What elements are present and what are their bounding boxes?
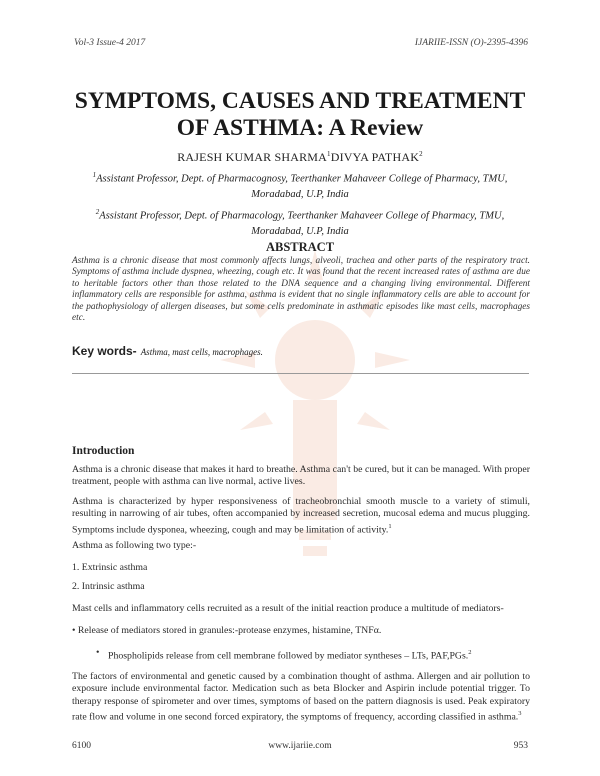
citation-1: 1 — [388, 522, 392, 530]
paper-title — [40, 88, 560, 142]
abstract-heading: ABSTRACT — [265, 240, 335, 254]
footer-page-number: 953 — [513, 741, 528, 751]
affiliation-2 — [60, 205, 540, 239]
intro-paragraph-9 — [72, 671, 530, 723]
author-2-sup: 2 — [419, 150, 423, 158]
section-divider — [72, 373, 529, 374]
asthma-type-1: 1. Extrinsic asthma — [72, 562, 148, 573]
affiliation-1 — [60, 168, 540, 202]
mediator-bullet-2-text: Phospholipids release from cell membrane followed by mediator syntheses – LTs, PAF,PGs. — [108, 650, 469, 662]
citation-3: 3 — [518, 709, 522, 717]
author-list — [40, 150, 560, 165]
abstract-text: Asthma is a chronic disease that most commonly affects lungs, alveoli, trachea and other parts of the respiratory tract. Symptoms of asthma include dyspnea, wheezing, cough etc. It was found that the recent increased rates of asthma are due to heritable factors other than those related to the DNA sequence and a changing living environmental. Different inflammatory cells are responsible for asthma, asthma is evident that no single inflammatory cells are able to account for the pathophysiology of allergen diseases, but some cells predominate in asthmatic episodes like mast cells, macrophages etc. — [72, 256, 530, 324]
affiliation-2-line-2: Moradabad, U.P, India — [251, 225, 349, 237]
affiliation-1-sup: 1 — [92, 171, 97, 179]
intro-paragraph-2 — [72, 496, 530, 536]
journal-volume: Vol-3 Issue-4 2017 — [74, 38, 146, 48]
intro-paragraph-3: Asthma as following two type:- — [72, 540, 197, 551]
affiliation-2-line-1: Assistant Professor, Dept. of Pharmacology, Teerthanker Mahaveer College of Pharmacy, TMU, — [99, 210, 505, 222]
keywords — [72, 344, 263, 359]
intro-paragraph-9-text: The factors of environmental and genetic caused by a combination thought of asthma. Allergen and air pollution to exposure include environmental factor. Medication such as beta Blocker and Aspirin include potential trigger. To therapy response of spirometer and over times, symptoms of based on the pattern diagnosis is used. Peak expiratory rate flow and volume in one second forced expiratory, the symptoms of frequency, according classified in asthma. — [72, 671, 530, 723]
intro-paragraph-6: Mast cells and inflammatory cells recruited as a result of the initial reaction produce a multitude of mediators- — [72, 603, 504, 614]
citation-2: 2 — [468, 649, 472, 656]
asthma-type-2: 2. Intrinsic asthma — [72, 581, 145, 592]
keywords-label: Key words- — [72, 344, 137, 358]
intro-paragraph-2-text: Asthma is characterized by hyper responsiveness of tracheobronchial smooth muscle to a variety of stimuli, resulting in narrowing of air tubes, often accompanied by increased secretion, mucosal edema and mucus plugging. Symptoms include dysponea, wheezing, cough and may be limitation of activity. — [72, 496, 530, 535]
title-line-2: OF ASTHMA: A Review — [176, 115, 424, 141]
footer-page-code: 6100 — [72, 741, 91, 751]
author-1: RAJESH KUMAR SHARMA — [177, 150, 328, 164]
title-line-1: SYMPTOMS, CAUSES AND TREATMENT — [74, 88, 526, 114]
footer-website: www.ijariie.com — [268, 741, 332, 751]
introduction-heading: Introduction — [72, 445, 135, 457]
author-2: DIVYA PATHAK — [330, 150, 420, 164]
keywords-text: Asthma, mast cells, macrophages. — [140, 347, 263, 357]
affiliation-1-line-1: Assistant Professor, Dept. of Pharmacognosy, Teerthanker Mahaveer College of Pharmacy, TMU, — [96, 173, 508, 185]
intro-paragraph-1: Asthma is a chronic disease that makes it hard to breathe. Asthma can't be cured, but it can be managed. With proper treatment, people with asthma can live normal, active lives. — [72, 464, 530, 488]
affiliation-1-line-2: Moradabad, U.P, India — [251, 188, 349, 200]
journal-issn: IJARIIE-ISSN (O)-2395-4396 — [414, 38, 528, 48]
author-1-sup: 1 — [327, 150, 331, 158]
mediator-bullet-2 — [96, 647, 528, 663]
bullet-icon: • — [96, 647, 100, 658]
mediator-bullet-1: • Release of mediators stored in granules:-protease enzymes, histamine, TNFα. — [72, 625, 382, 636]
affiliation-2-sup: 2 — [95, 208, 100, 216]
